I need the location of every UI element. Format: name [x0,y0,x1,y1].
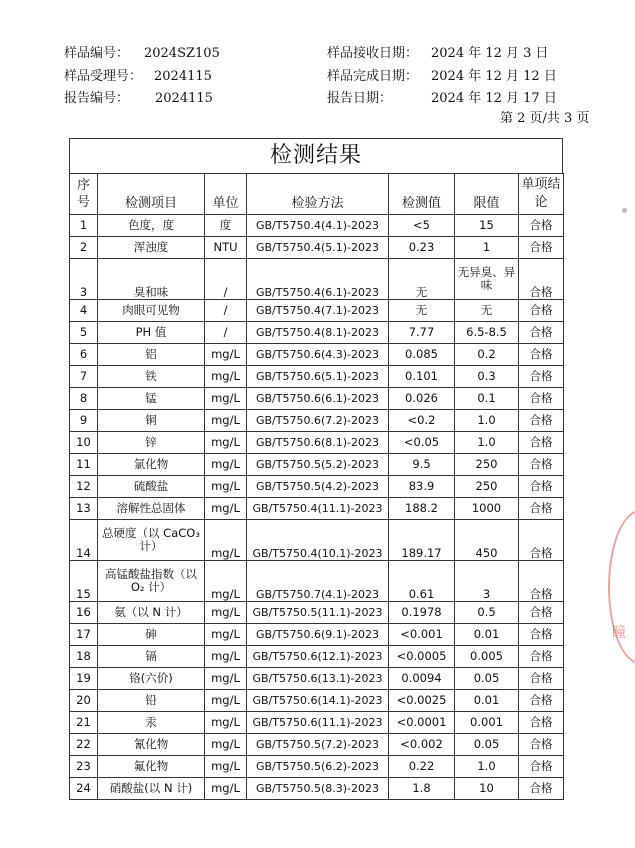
row-limit: 1 [455,237,519,259]
row-unit: / [205,259,247,300]
row-item: 硝酸盐(以 N 计) [98,778,205,800]
row-item: 铁 [98,366,205,388]
row-no: 14 [70,520,98,561]
row-limit: 250 [455,476,519,498]
row-limit: 1000 [455,498,519,520]
table-title: 检测结果 [69,138,563,173]
row-result: 合格 [519,668,564,690]
row-no: 18 [70,646,98,668]
row-item: 氟化物 [98,756,205,778]
sample-no: 2024SZ105 [144,46,220,61]
sample-no-label: 样品编号： [64,46,130,61]
row-method: GB/T5750.6(4.3)-2023 [247,344,389,366]
row-method: GB/T5750.6(14.1)-2023 [247,690,389,712]
row-limit: 10 [455,778,519,800]
row-no: 10 [70,432,98,454]
table-row [70,602,564,624]
row-result: 合格 [519,624,564,646]
row-limit: 无异臭、异味 [455,259,519,300]
row-limit: 1.0 [455,432,519,454]
row-method: GB/T5750.6(8.1)-2023 [247,432,389,454]
table-row [70,322,564,344]
row-value: <5 [389,215,455,237]
row-unit: mg/L [205,602,247,624]
row-no: 13 [70,498,98,520]
row-result: 合格 [519,259,564,300]
report-date-line [327,87,557,106]
row-limit: 0.005 [455,646,519,668]
row-no: 16 [70,602,98,624]
report-no-label: 报告编号： [64,91,130,106]
row-result: 合格 [519,388,564,410]
row-value: 0.101 [389,366,455,388]
report-no-line [64,87,213,106]
row-no: 19 [70,668,98,690]
row-unit: mg/L [205,646,247,668]
table-row [70,498,564,520]
table-row [70,388,564,410]
table-row [70,366,564,388]
row-limit: 1.0 [455,756,519,778]
row-result: 合格 [519,756,564,778]
seal-text: 瞳 [612,625,626,641]
table-row [70,668,564,690]
row-value: 9.5 [389,454,455,476]
row-no: 20 [70,690,98,712]
row-method: GB/T5750.6(7.2)-2023 [247,410,389,432]
row-unit: mg/L [205,561,247,602]
row-no: 22 [70,734,98,756]
row-unit: mg/L [205,520,247,561]
row-result: 合格 [519,690,564,712]
row-item: 氨（以 N 计） [98,602,205,624]
table-row [70,410,564,432]
row-unit: mg/L [205,410,247,432]
row-item: 铜 [98,410,205,432]
row-unit: 度 [205,215,247,237]
row-limit: 0.1 [455,388,519,410]
col-header-unit: 单位 [205,174,247,215]
table-row [70,734,564,756]
col-header-value: 检测值 [389,174,455,215]
row-limit: 0.01 [455,624,519,646]
row-limit: 0.2 [455,344,519,366]
row-result: 合格 [519,237,564,259]
row-no: 1 [70,215,98,237]
row-unit: mg/L [205,476,247,498]
row-value: <0.0005 [389,646,455,668]
row-item: 汞 [98,712,205,734]
row-unit: mg/L [205,624,247,646]
row-no: 17 [70,624,98,646]
row-value: 0.1978 [389,602,455,624]
col-header-item: 检测项目 [98,174,205,215]
row-result: 合格 [519,561,564,602]
row-item: 砷 [98,624,205,646]
row-method: GB/T5750.7(4.1)-2023 [247,561,389,602]
row-result: 合格 [519,778,564,800]
row-result: 合格 [519,734,564,756]
row-unit: mg/L [205,498,247,520]
row-limit: 0.3 [455,366,519,388]
row-limit: 450 [455,520,519,561]
row-no: 2 [70,237,98,259]
row-item: 氰化物 [98,734,205,756]
row-value: <0.001 [389,624,455,646]
row-value: 0.026 [389,388,455,410]
row-value: 83.9 [389,476,455,498]
col-header-result: 单项结论 [519,174,564,215]
row-item: 锌 [98,432,205,454]
completed-line [327,65,557,84]
row-no: 7 [70,366,98,388]
row-item: 硫酸盐 [98,476,205,498]
row-value: <0.0001 [389,712,455,734]
report-date-label: 报告日期： [327,91,393,106]
row-result: 合格 [519,322,564,344]
results-table [69,173,564,800]
row-value: <0.0025 [389,690,455,712]
row-no: 15 [70,561,98,602]
report-date: 2024 年 12 月 17 日 [431,91,557,106]
row-value: <0.05 [389,432,455,454]
row-method: GB/T5750.4(8.1)-2023 [247,322,389,344]
received-date: 2024 年 12 月 3 日 [431,46,549,61]
row-value: <0.2 [389,410,455,432]
row-method: GB/T5750.5(8.3)-2023 [247,778,389,800]
row-result: 合格 [519,300,564,322]
row-method: GB/T5750.6(9.1)-2023 [247,624,389,646]
table-row [70,432,564,454]
row-item: 铝 [98,344,205,366]
table-row [70,454,564,476]
row-no: 21 [70,712,98,734]
row-unit: mg/L [205,712,247,734]
row-result: 合格 [519,498,564,520]
row-item: 高锰酸盐指数（以 O₂ 计） [98,561,205,602]
table-row [70,561,564,602]
row-method: GB/T5750.6(5.1)-2023 [247,366,389,388]
table-row [70,344,564,366]
row-item: 臭和味 [98,259,205,300]
row-no: 6 [70,344,98,366]
row-value: 188.2 [389,498,455,520]
table-row [70,476,564,498]
accept-no-label: 样品受理号： [64,69,143,84]
row-unit: mg/L [205,734,247,756]
row-method: GB/T5750.5(7.2)-2023 [247,734,389,756]
row-no: 8 [70,388,98,410]
row-method: GB/T5750.4(7.1)-2023 [247,300,389,322]
row-limit: 250 [455,454,519,476]
row-unit: / [205,322,247,344]
row-limit: 15 [455,215,519,237]
row-value: 0.22 [389,756,455,778]
row-no: 12 [70,476,98,498]
row-item: 总硬度（以 CaCO₃ 计） [98,520,205,561]
row-value: 0.61 [389,561,455,602]
table-row [70,215,564,237]
row-limit: 3 [455,561,519,602]
row-unit: mg/L [205,432,247,454]
table-row [70,690,564,712]
row-result: 合格 [519,215,564,237]
received-label: 样品接收日期： [327,46,419,61]
row-method: GB/T5750.4(11.1)-2023 [247,498,389,520]
row-limit: 0.01 [455,690,519,712]
row-result: 合格 [519,476,564,498]
row-value: 0.23 [389,237,455,259]
row-item: 浑浊度 [98,237,205,259]
row-result: 合格 [519,366,564,388]
row-limit: 6.5-8.5 [455,322,519,344]
row-result: 合格 [519,344,564,366]
completed-label: 样品完成日期： [327,69,419,84]
row-method: GB/T5750.5(11.1)-2023 [247,602,389,624]
table-header-row [70,174,564,215]
completed-date: 2024 年 12 月 12 日 [431,69,557,84]
row-unit: / [205,300,247,322]
row-value: 7.77 [389,322,455,344]
row-result: 合格 [519,454,564,476]
row-unit: mg/L [205,690,247,712]
table-row [70,237,564,259]
row-method: GB/T5750.4(6.1)-2023 [247,259,389,300]
row-unit: mg/L [205,778,247,800]
row-result: 合格 [519,432,564,454]
row-method: GB/T5750.4(5.1)-2023 [247,237,389,259]
row-result: 合格 [519,520,564,561]
report-no: 2024115 [155,91,213,106]
row-result: 合格 [519,410,564,432]
col-header-method: 检验方法 [247,174,389,215]
col-header-no: 序号 [70,174,98,215]
row-value: 无 [389,259,455,300]
row-value: <0.002 [389,734,455,756]
table-row [70,520,564,561]
row-limit: 0.05 [455,734,519,756]
table-row [70,712,564,734]
received-line [327,42,549,61]
row-limit: 0.5 [455,602,519,624]
row-method: GB/T5750.5(4.2)-2023 [247,476,389,498]
row-value: 189.17 [389,520,455,561]
row-unit: mg/L [205,668,247,690]
row-limit: 0.001 [455,712,519,734]
table-row [70,646,564,668]
row-no: 5 [70,322,98,344]
row-unit: mg/L [205,756,247,778]
row-no: 24 [70,778,98,800]
row-item: 溶解性总固体 [98,498,205,520]
table-row [70,624,564,646]
row-no: 3 [70,259,98,300]
row-item: 锰 [98,388,205,410]
margin-dot [622,208,627,213]
col-header-limit: 限值 [455,174,519,215]
row-no: 9 [70,410,98,432]
page-info: 第 2 页/共 3 页 [500,111,590,126]
table-row [70,300,564,322]
row-result: 合格 [519,646,564,668]
row-item: 铅 [98,690,205,712]
row-method: GB/T5750.5(5.2)-2023 [247,454,389,476]
row-unit: mg/L [205,344,247,366]
row-method: GB/T5750.5(6.2)-2023 [247,756,389,778]
row-value: 0.085 [389,344,455,366]
table-row [70,778,564,800]
row-item: 色度，度 [98,215,205,237]
accept-no: 2024115 [154,69,212,84]
row-item: 氯化物 [98,454,205,476]
row-method: GB/T5750.6(12.1)-2023 [247,646,389,668]
row-no: 4 [70,300,98,322]
results-table-body [70,174,564,800]
row-unit: mg/L [205,366,247,388]
sample-no-line [64,42,220,61]
row-method: GB/T5750.4(10.1)-2023 [247,520,389,561]
row-limit: 无 [455,300,519,322]
row-method: GB/T5750.6(13.1)-2023 [247,668,389,690]
table-row [70,756,564,778]
accept-no-line [64,65,212,84]
row-value: 0.0094 [389,668,455,690]
row-result: 合格 [519,712,564,734]
row-method: GB/T5750.6(6.1)-2023 [247,388,389,410]
row-unit: mg/L [205,388,247,410]
row-value: 无 [389,300,455,322]
row-unit: mg/L [205,454,247,476]
row-result: 合格 [519,602,564,624]
row-item: PH 值 [98,322,205,344]
row-method: GB/T5750.4(4.1)-2023 [247,215,389,237]
row-unit: NTU [205,237,247,259]
row-method: GB/T5750.6(11.1)-2023 [247,712,389,734]
row-item: 肉眼可见物 [98,300,205,322]
row-no: 23 [70,756,98,778]
row-item: 铬(六价) [98,668,205,690]
row-limit: 0.05 [455,668,519,690]
row-value: 1.8 [389,778,455,800]
row-no: 11 [70,454,98,476]
row-item: 镉 [98,646,205,668]
table-row [70,259,564,300]
row-limit: 1.0 [455,410,519,432]
